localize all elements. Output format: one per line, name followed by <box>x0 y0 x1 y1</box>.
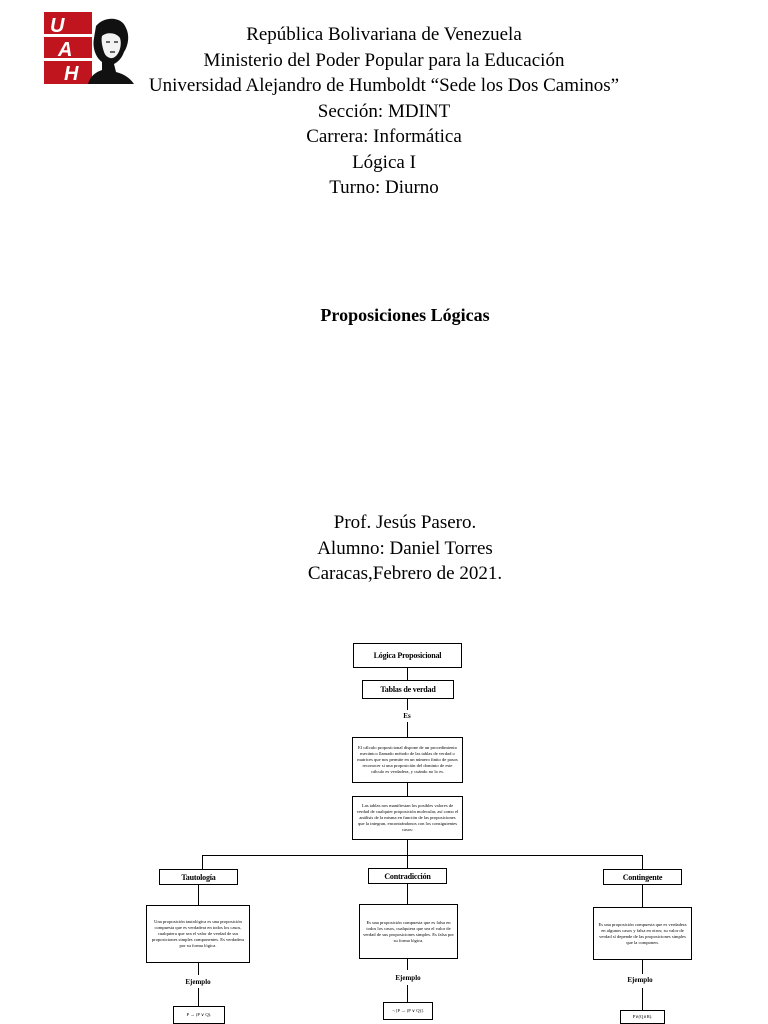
connector <box>642 960 643 974</box>
header-line-republic: República Bolivariana de Venezuela <box>246 24 522 45</box>
contradiction-description: Es una proposición compuesta que es falsa en todos los casos, cualquiera que sea el valor de verdad de sus proposiciones simples. Es falsa por su forma lógica. <box>359 904 458 959</box>
connector <box>407 839 408 855</box>
tautology-example: P → (P ∨ Q). <box>173 1006 225 1024</box>
connector <box>198 988 199 1006</box>
tautology-node: Tautología <box>159 869 238 885</box>
contingent-example-label: Ejemplo <box>627 976 653 984</box>
connector <box>642 988 643 1010</box>
header-line-section: Sección: MDINT <box>317 100 451 122</box>
connector <box>407 782 408 796</box>
logo-letter-h: H <box>64 63 79 84</box>
contradiction-example: ¬ [P → (P ∨ Q)]. <box>383 1002 433 1020</box>
tautology-description: Una proposición tautológica es una proposición compuesta que es verdadera en todos los casos, cualquiera que sea el valor de verdad de sus proposiciones simples componentes. Es verdadera por su forma lógica. <box>146 905 250 963</box>
connector <box>407 698 408 710</box>
connector <box>642 885 643 907</box>
place-date-line: Caracas,Febrero de 2021. <box>307 563 503 584</box>
connector <box>642 855 643 869</box>
header-line-career: Carrera: Informática <box>306 126 462 147</box>
connector <box>407 855 408 868</box>
professor-line: Prof. Jesús Pasero. <box>333 512 477 533</box>
connector <box>202 855 203 869</box>
connector <box>202 855 643 856</box>
document-title: Proposiciones Lógicas <box>320 305 490 325</box>
tautology-example-label: Ejemplo <box>185 978 211 986</box>
header-line-course: Lógica I <box>352 151 416 173</box>
student-line: Alumno: Daniel Torres <box>317 537 493 559</box>
connector <box>407 958 408 970</box>
author-block <box>0 510 768 587</box>
header-line-university: Universidad Alejandro de Humboldt “Sede los Dos Caminos” <box>148 75 620 96</box>
header-line-shift: Turno: Diurno <box>329 177 439 198</box>
logo-letter-u: U <box>50 15 65 37</box>
root-node: Lógica Proposicional <box>353 643 462 668</box>
logo-letter-a: A <box>58 39 73 61</box>
contingent-node: Contingente <box>603 869 682 885</box>
contingent-description: Es una proposición compuesta que es verdadera en algunos casos y falsa en otros; su valor de verdad sí depende de las proposiciones simples que la componen. <box>593 907 692 960</box>
contradiction-example-label: Ejemplo <box>395 974 421 982</box>
connector <box>198 963 199 975</box>
header-line-ministry: Ministerio del Poder Popular para la Educación <box>203 49 565 71</box>
connector <box>198 885 199 905</box>
connector <box>407 884 408 904</box>
contingent-example: P∨(Q∧R). <box>620 1010 665 1024</box>
connector <box>407 985 408 1002</box>
institution-header <box>0 22 768 201</box>
connector <box>407 667 408 680</box>
connector <box>407 722 408 737</box>
definition-node-1: El cálculo proposicional dispone de un procedimiento mecánico llamado método de las tablas de verdad o matrices que nos permite en un número finito de pasos reconocer si una proposición del dominio de este cálculo es verdadera, y cuándo no lo es. <box>352 737 463 783</box>
truth-tables-node: Tablas de verdad <box>362 680 454 699</box>
es-label: Es <box>403 712 411 720</box>
contradiction-node: Contradicción <box>368 868 447 884</box>
definition-node-2: Las tablas nos manifiestan los posibles valores de verdad de cualquier proposición molecular, así como el análisis de la misma en función de las proposiciones que la integran, encontrándonos con los consiguientes casos: <box>352 796 463 840</box>
